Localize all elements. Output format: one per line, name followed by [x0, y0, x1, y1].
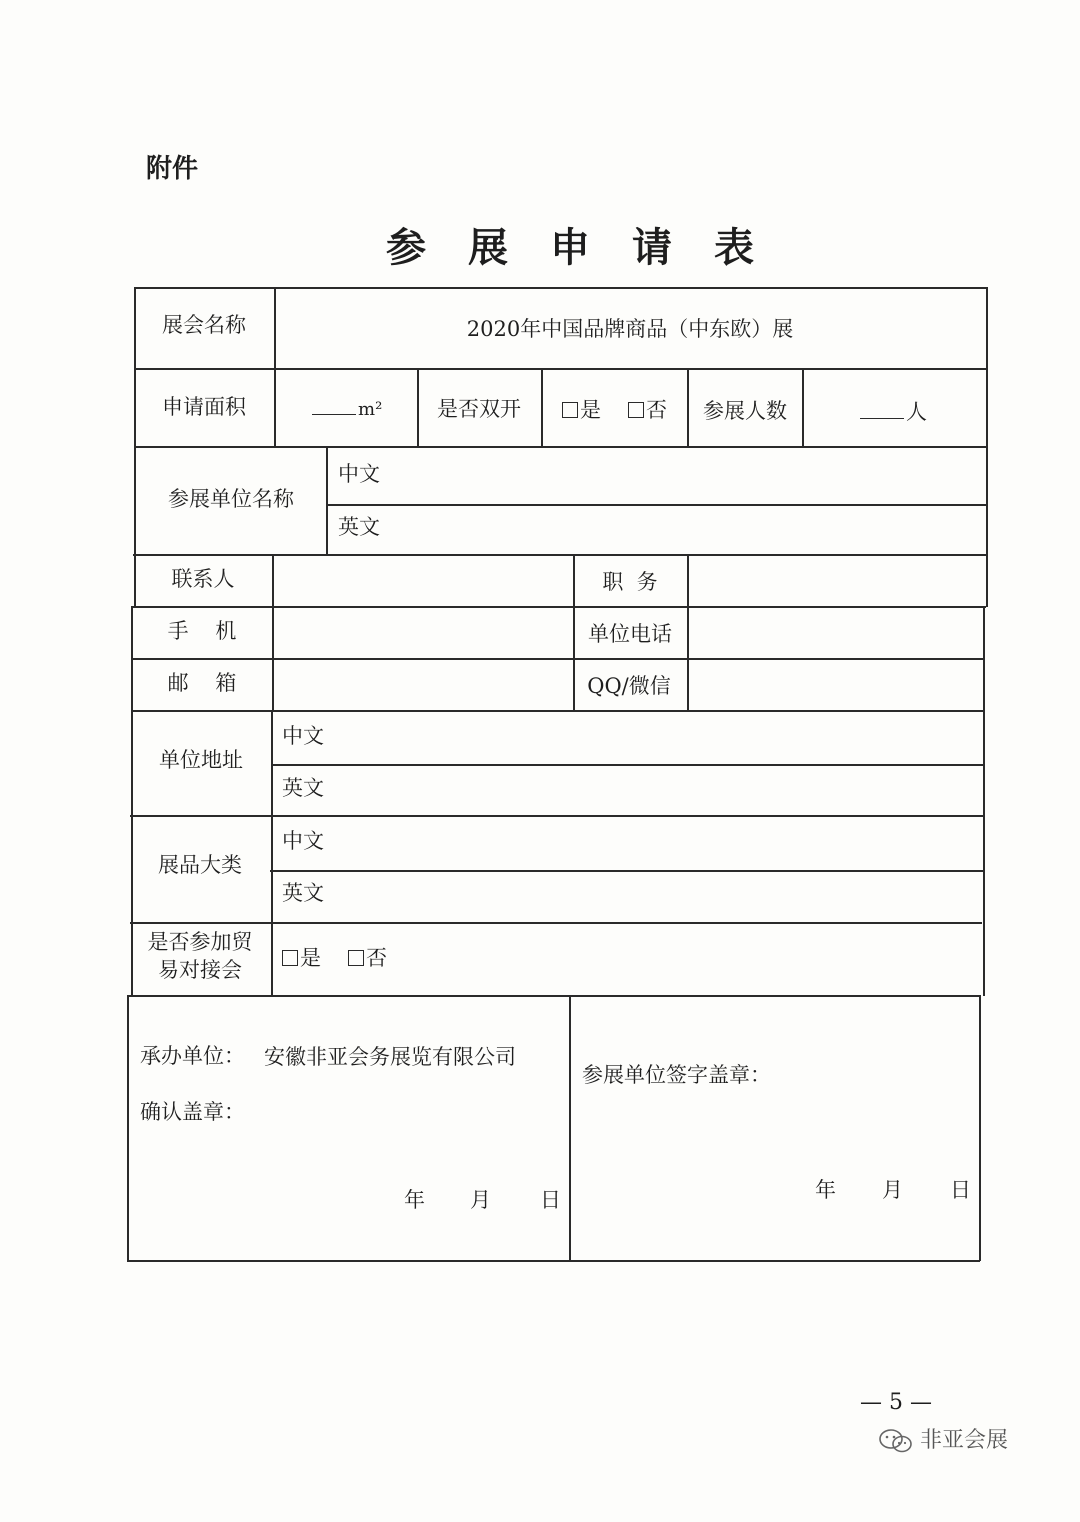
- organizer-value: 安徽非亚会务展览有限公司: [264, 1045, 516, 1069]
- category-chinese-input[interactable]: [350, 819, 980, 868]
- category-english-label: 英文: [282, 881, 324, 905]
- double-open-yes-option[interactable]: [562, 398, 601, 422]
- attendees-label: 参展人数: [703, 399, 787, 423]
- company-name-chinese-label: 中文: [338, 462, 380, 486]
- exhibitor-date-day: 日: [950, 1178, 971, 1202]
- trade-meeting-label-line1: 是否参加贸: [147, 930, 253, 954]
- form-title: 参展申请表: [386, 224, 796, 271]
- exhibition-name-label: 展会名称: [162, 313, 246, 337]
- trade-meeting-yes-label: 是: [300, 946, 321, 970]
- address-english-label: 英文: [282, 776, 324, 800]
- qq-wechat-label: QQ/微信: [587, 674, 671, 698]
- attachment-label: 附件: [146, 154, 199, 184]
- office-phone-label: 单位电话: [588, 622, 672, 646]
- area-label: 申请面积: [162, 395, 246, 419]
- double-open-no-label: 否: [646, 398, 667, 422]
- contact-label: 联系人: [171, 567, 235, 591]
- double-open-yes-checkbox[interactable]: [562, 402, 578, 418]
- exhibitor-date-month: 月: [882, 1178, 903, 1202]
- double-open-no-checkbox[interactable]: [628, 402, 644, 418]
- area-field[interactable]: [312, 396, 382, 422]
- exhibitor-date-year: 年: [815, 1178, 836, 1202]
- trade-meeting-yes-checkbox[interactable]: [282, 950, 298, 966]
- trade-meeting-no-label: 否: [366, 946, 387, 970]
- trade-meeting-no-option[interactable]: [348, 946, 387, 970]
- email-label: 邮 箱: [167, 671, 237, 695]
- category-chinese-label: 中文: [282, 829, 324, 853]
- attendees-field[interactable]: [860, 400, 927, 424]
- confirm-seal-label: 确认盖章：: [140, 1100, 245, 1124]
- email-input[interactable]: [276, 662, 570, 708]
- qq-wechat-input[interactable]: [691, 662, 981, 708]
- area-unit: m²: [358, 399, 383, 420]
- address-english-input[interactable]: [350, 768, 980, 813]
- mobile-input[interactable]: [276, 610, 570, 656]
- category-english-input[interactable]: [350, 874, 980, 920]
- watermark-text: 非亚会展: [920, 1428, 1009, 1453]
- double-open-label: 是否双开: [437, 397, 521, 421]
- office-phone-input[interactable]: [691, 610, 983, 656]
- organizer-date-month: 月: [470, 1188, 491, 1212]
- trade-meeting-yes-option[interactable]: [282, 946, 321, 970]
- address-label: 单位地址: [159, 748, 243, 772]
- category-label: 展品大类: [158, 853, 242, 877]
- organizer-label: 承办单位：: [140, 1044, 245, 1068]
- organizer-date-day: 日: [540, 1188, 561, 1212]
- company-name-english-label: 英文: [338, 515, 380, 539]
- contact-input[interactable]: [276, 558, 570, 604]
- exhibitor-signature-area[interactable]: [580, 1100, 970, 1170]
- double-open-yes-label: 是: [580, 398, 601, 422]
- company-name-chinese-input[interactable]: [410, 450, 980, 500]
- trade-meeting-label-line2: 易对接会: [158, 958, 242, 982]
- address-chinese-input[interactable]: [350, 714, 980, 762]
- address-chinese-label: 中文: [282, 724, 324, 748]
- exhibitor-sign-label: 参展单位签字盖章：: [582, 1063, 771, 1087]
- company-name-english-input[interactable]: [410, 508, 980, 552]
- exhibition-name-value: 2020年中国品牌商品（中东欧）展: [466, 317, 794, 341]
- mobile-label: 手 机: [167, 619, 237, 643]
- watermark: [878, 1423, 1008, 1454]
- attendees-unit: 人: [906, 400, 927, 424]
- trade-meeting-no-checkbox[interactable]: [348, 950, 364, 966]
- position-label: 职 务: [602, 570, 658, 594]
- organizer-date-year: 年: [404, 1188, 425, 1212]
- double-open-no-option[interactable]: [628, 398, 667, 422]
- position-input[interactable]: [691, 558, 983, 604]
- page-number: — 5 —: [860, 1390, 932, 1415]
- company-name-label: 参展单位名称: [168, 487, 294, 511]
- wechat-icon: [878, 1428, 914, 1454]
